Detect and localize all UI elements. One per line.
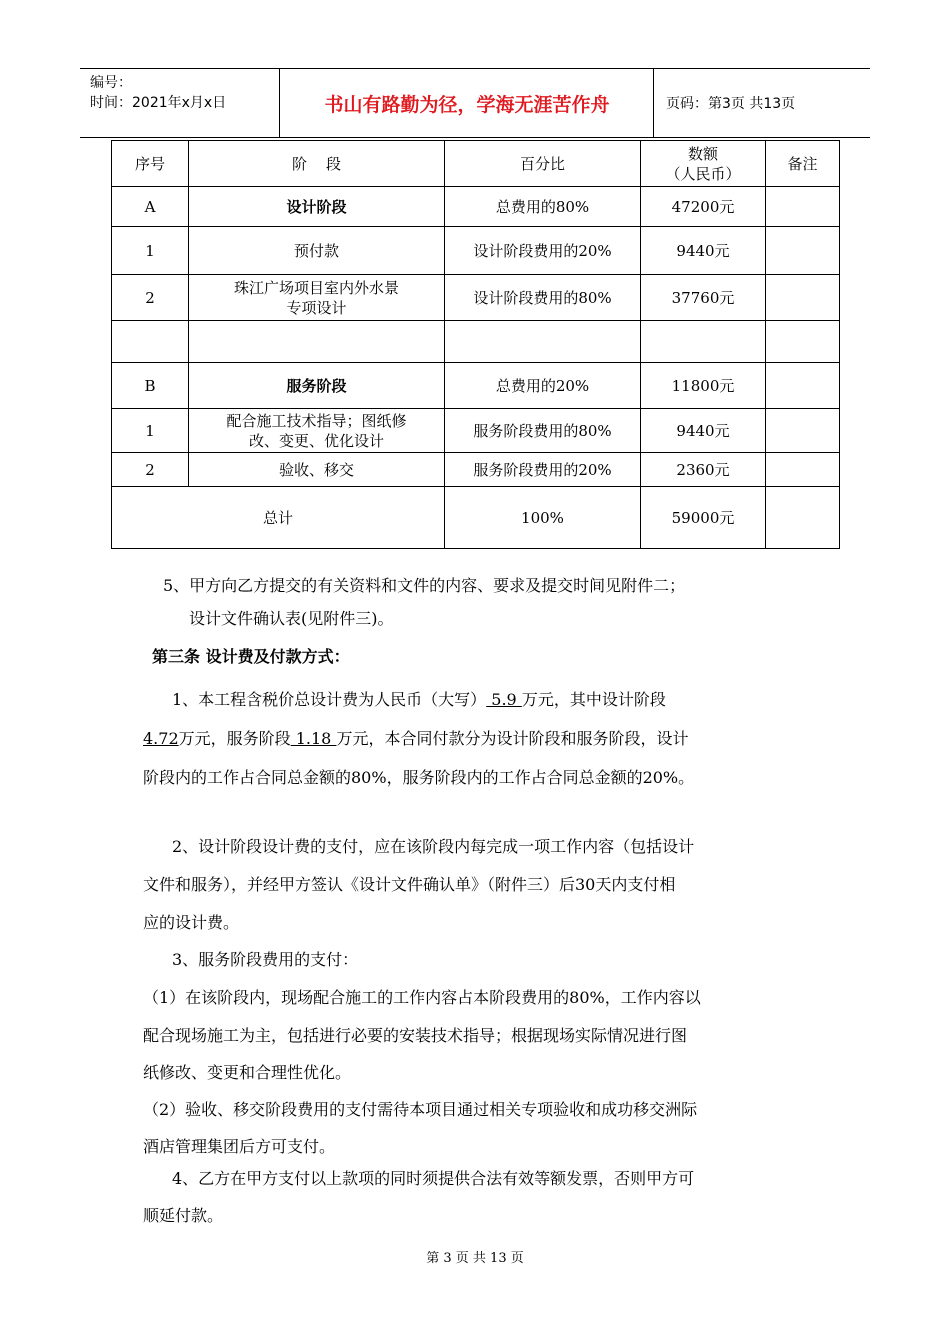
row-percent: 设计阶段费用的80% — [445, 275, 641, 321]
table-row — [112, 275, 840, 321]
page-footer: 第 3 页 共 13 页 — [426, 1251, 524, 1266]
total-note — [766, 487, 840, 549]
row-note — [766, 321, 840, 363]
payment-clause-4-line2: 顺延付款。 — [143, 1206, 224, 1225]
design-fee-value: 4.72 — [143, 729, 179, 748]
table-row — [112, 409, 840, 453]
table-row-empty — [112, 321, 840, 363]
total-label: 总计 — [112, 487, 445, 549]
total-amount: 59000元 — [641, 487, 766, 549]
row-stage: 服务阶段 — [189, 363, 445, 409]
table-row — [112, 363, 840, 409]
row-number: A — [112, 187, 189, 227]
clause-text: 万元，服务阶段 — [178, 729, 291, 748]
row-amount: 47200元 — [641, 187, 766, 227]
service-fee-value: 1.18 — [290, 729, 337, 748]
row-stage: 验收、移交 — [189, 453, 445, 487]
row-percent: 总费用的80% — [445, 187, 641, 227]
item5-line1: 5、甲方向乙方提交的有关资料和文件的内容、要求及提交时间见附件二； — [163, 576, 686, 595]
total-percent: 100% — [445, 487, 641, 549]
row-number: 2 — [112, 275, 189, 321]
row-amount: 11800元 — [641, 363, 766, 409]
header-cell-note: 备注 — [766, 141, 840, 187]
table-row — [112, 453, 840, 487]
document-date: 时间：2021年x月x日 — [90, 95, 227, 111]
row-note — [766, 275, 840, 321]
row-percent — [445, 321, 641, 363]
table-row — [112, 187, 840, 227]
row-amount: 37760元 — [641, 275, 766, 321]
payment-clause-1-line2 — [143, 720, 688, 758]
item5-line2: 设计文件确认表(见附件三)。 — [189, 609, 394, 628]
page-header — [80, 68, 870, 138]
clause-text: 万元，其中设计阶段 — [521, 690, 666, 709]
table-row — [112, 227, 840, 275]
table-header-row — [112, 141, 840, 187]
payment-clause-1-line1 — [172, 681, 666, 719]
payment-clause-3-1-line2: 配合现场施工为主，包括进行必要的安装技术指导；根据现场实际情况进行图 — [143, 1026, 688, 1045]
article3-title: 第三条 设计费及付款方式： — [152, 647, 350, 666]
row-percent: 设计阶段费用的20% — [445, 227, 641, 275]
row-percent: 服务阶段费用的20% — [445, 453, 641, 487]
header-page-info: 页码：第3页 共13页 — [666, 96, 796, 112]
row-note — [766, 187, 840, 227]
table-total-row — [112, 487, 840, 549]
row-amount: 9440元 — [641, 227, 766, 275]
header-cell-stage: 阶 段 — [189, 141, 445, 187]
row-number: B — [112, 363, 189, 409]
row-percent: 总费用的20% — [445, 363, 641, 409]
payment-clause-1-line3: 阶段内的工作占合同总金额的80%，服务阶段内的工作占合同总金额的20%。 — [143, 768, 695, 787]
payment-clause-3-1-line1: （1）在该阶段内，现场配合施工的工作内容占本阶段费用的80%，工作内容以 — [143, 988, 701, 1007]
row-number: 1 — [112, 409, 189, 453]
payment-clause-2-line1: 2、设计阶段设计费的支付，应在该阶段内每完成一项工作内容（包括设计 — [172, 837, 695, 856]
header-motto: 书山有路勤为径，学海无涯苦作舟 — [281, 69, 654, 137]
header-info — [80, 69, 280, 137]
header-cell-amount: 数额 （人民币） — [641, 141, 766, 187]
document-number: 编号： — [90, 75, 132, 91]
fee-table — [111, 140, 840, 549]
payment-clause-3-1-line3: 纸修改、变更和合理性优化。 — [143, 1063, 352, 1082]
clause-text: 万元，本合同付款分为设计阶段和服务阶段，设计 — [336, 729, 689, 748]
row-stage — [189, 321, 445, 363]
row-note — [766, 453, 840, 487]
payment-clause-2-line3: 应的设计费。 — [143, 913, 240, 932]
row-amount — [641, 321, 766, 363]
row-number: 2 — [112, 453, 189, 487]
row-stage: 设计阶段 — [189, 187, 445, 227]
payment-clause-2-line2: 文件和服务），并经甲方签认《设计文件确认单》（附件三）后30天内支付相 — [143, 875, 676, 894]
row-stage: 配合施工技术指导；图纸修 改、变更、优化设计 — [189, 409, 445, 453]
total-fee-value: 5.9 — [486, 690, 522, 709]
payment-clause-3-title: 3、服务阶段费用的支付： — [172, 950, 359, 969]
row-stage: 预付款 — [189, 227, 445, 275]
row-stage: 珠江广场项目室内外水景 专项设计 — [189, 275, 445, 321]
row-amount: 2360元 — [641, 453, 766, 487]
header-cell-percent: 百分比 — [445, 141, 641, 187]
row-number — [112, 321, 189, 363]
clause-text: 1、本工程含税价总设计费为人民币（大写） — [172, 690, 487, 709]
row-amount: 9440元 — [641, 409, 766, 453]
row-note — [766, 227, 840, 275]
header-cell-number: 序号 — [112, 141, 189, 187]
row-note — [766, 409, 840, 453]
row-percent: 服务阶段费用的80% — [445, 409, 641, 453]
payment-clause-4-line1: 4、乙方在甲方支付以上款项的同时须提供合法有效等额发票，否则甲方可 — [172, 1169, 695, 1188]
row-number: 1 — [112, 227, 189, 275]
payment-clause-3-2-line2: 酒店管理集团后方可支付。 — [143, 1137, 336, 1156]
payment-clause-3-2-line1: （2）验收、移交阶段费用的支付需待本项目通过相关专项验收和成功移交洲际 — [143, 1100, 698, 1119]
row-note — [766, 363, 840, 409]
